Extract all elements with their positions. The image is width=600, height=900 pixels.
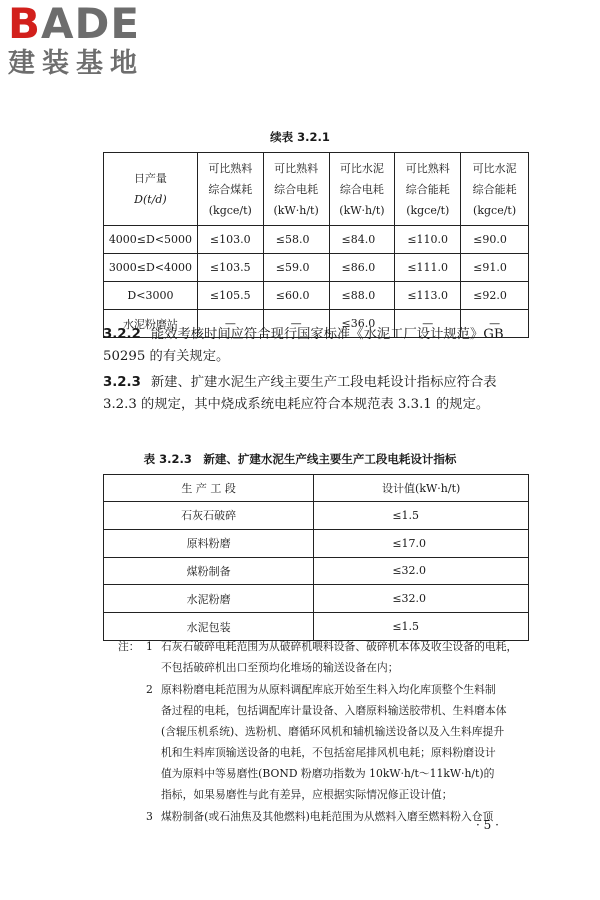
header-process-section: 生 产 工 段: [104, 475, 314, 502]
note-2-line: 原料粉磨电耗范围为从原料调配库底开始至生料入均化库顶整个生料制: [161, 683, 496, 696]
table-cell: 水泥粉磨站: [104, 310, 198, 338]
table-cell: ≤36.0: [329, 310, 395, 338]
header-cement-power: 可比水泥 综合电耗 (kW·h/t): [329, 153, 395, 226]
table-cell: —: [461, 310, 529, 338]
brand-logo: [8, 2, 178, 94]
note-3-number: 3: [146, 810, 153, 823]
table-cell: ≤17.0: [314, 529, 529, 557]
table-row: [104, 585, 529, 613]
table-row: [104, 557, 529, 585]
table-cell: 4000≤D<5000: [104, 226, 198, 254]
table-cell: 煤粉制备: [104, 557, 314, 585]
table-cell: 石灰石破碎: [104, 502, 314, 530]
table-cell: —: [263, 310, 329, 338]
page-number: · 5 ·: [476, 818, 499, 832]
table-cell: ≤88.0: [329, 282, 395, 310]
table-header-row: [104, 475, 529, 502]
header-design-value: 设计值(kW·h/t): [314, 475, 529, 502]
table-row: [104, 502, 529, 530]
table-row: [104, 226, 529, 254]
table-cell: ≤86.0: [329, 254, 395, 282]
table-cell: 水泥粉磨: [104, 585, 314, 613]
table-row: [104, 282, 529, 310]
table-cell: 3000≤D<4000: [104, 254, 198, 282]
table-cell: ≤32.0: [314, 557, 529, 585]
table-cell: ≤60.0: [263, 282, 329, 310]
header-clinker-power: 可比熟料 综合电耗 (kW·h/t): [263, 153, 329, 226]
table-row: [104, 529, 529, 557]
header-cement-energy: 可比水泥 综合能耗 (kgce/t): [461, 153, 529, 226]
table-cell: D<3000: [104, 282, 198, 310]
table-3-2-3: [103, 474, 529, 641]
clause-3-2-3: 3.2.3 新建、扩建水泥生产线主要生产工段电耗设计指标应符合表 3.2.3 的规定，其中烧成系统电耗应符合本规范表 3.3.1 的规定。: [103, 375, 497, 412]
logo-chinese-text: 建装基地: [8, 48, 144, 79]
table-cell: ≤111.0: [395, 254, 461, 282]
table-3-2-1-continued: [103, 152, 529, 338]
table-cell: ≤110.0: [395, 226, 461, 254]
table-cell: ≤103.5: [197, 254, 263, 282]
table-cell: 原料粉磨: [104, 529, 314, 557]
header-clinker-energy: 可比熟料 综合能耗 (kgce/t): [395, 153, 461, 226]
note-1-line: 不包括破碎机出口至预均化堆场的输送设备在内；: [161, 661, 399, 674]
table-cell: ≤1.5: [314, 502, 529, 530]
header-clinker-coal: 可比熟料 综合煤耗 (kgce/t): [197, 153, 263, 226]
logo-wordmark: BADE: [8, 0, 141, 48]
note-3-line: 煤粉制备(或石油焦及其他燃料)电耗范围为从燃料入磨至燃料粉入仓顶: [161, 810, 494, 823]
table-cell: —: [395, 310, 461, 338]
table2-caption: 表 3.2.3 新建、扩建水泥生产线主要生产工段电耗设计指标: [143, 452, 457, 466]
header-daily-output: 日产量 D(t/d): [104, 153, 198, 226]
note-2-line: 指标，如果易磨性与此有差异，应根据实际情况修正设计值；: [161, 788, 453, 801]
table-cell: ≤92.0: [461, 282, 529, 310]
table-cell: ≤105.5: [197, 282, 263, 310]
table-cell: ≤90.0: [461, 226, 529, 254]
note-1-number: 1: [146, 640, 153, 653]
table1-caption: 续表 3.2.1: [270, 130, 330, 144]
table-cell: ≤91.0: [461, 254, 529, 282]
table-cell: ≤1.5: [314, 613, 529, 641]
table-cell: ≤59.0: [263, 254, 329, 282]
table-cell: 水泥包装: [104, 613, 314, 641]
notes-label: 注：: [118, 640, 140, 653]
table-cell: ≤103.0: [197, 226, 263, 254]
table-cell: ≤113.0: [395, 282, 461, 310]
clause-3-2-2: 3.2.2 能效考核时间应符合现行国家标准《水泥工厂设计规范》GB 50295 的有关规定。: [103, 327, 504, 364]
table-row: [104, 254, 529, 282]
note-2-line: (含辊压机系统)、选粉机、磨循环风机和辅机输送设备以及入生料库提升: [161, 725, 505, 738]
table-header-row: [104, 153, 529, 226]
note-2-line: 机和生料库顶输送设备的电耗，不包括窑尾排风机电耗；原料粉磨设计: [161, 746, 496, 759]
note-2-line: 备过程的电耗，包括调配库计量设备、入磨原料输送胶带机、生料磨本体: [161, 704, 507, 717]
note-2-line: 值为原料中等易磨性(BOND 粉磨功指数为 10kW·h/t～11kW·h/t)的: [161, 767, 495, 780]
table-cell: —: [197, 310, 263, 338]
note-2-number: 2: [146, 683, 153, 696]
table-cell: ≤84.0: [329, 226, 395, 254]
table-cell: ≤58.0: [263, 226, 329, 254]
table-cell: ≤32.0: [314, 585, 529, 613]
note-1-line: 石灰石破碎电耗范围为从破碎机喂料设备、破碎机本体及收尘设备的电耗，: [161, 640, 518, 653]
